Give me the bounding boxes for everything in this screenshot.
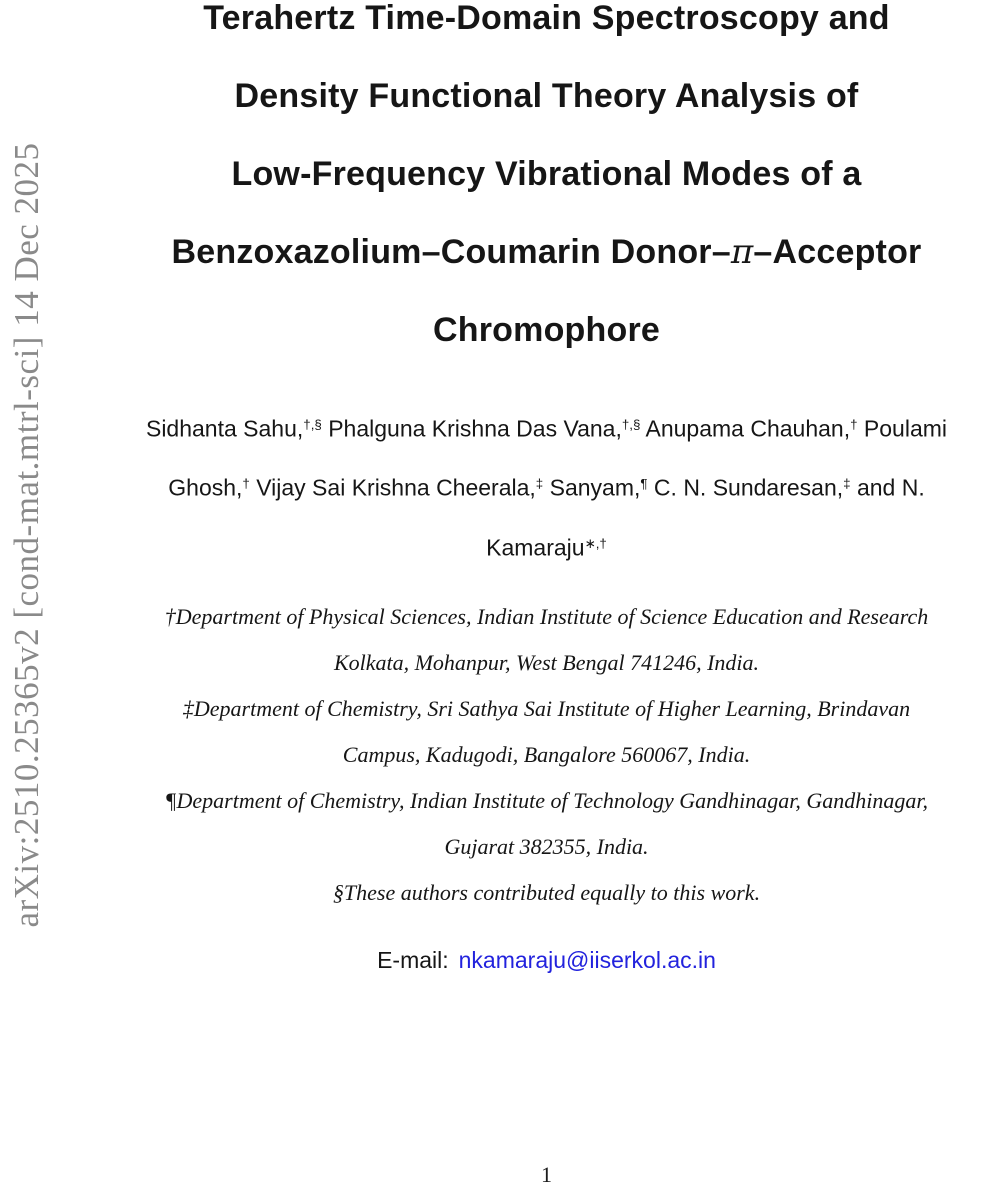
text-segment: Anupama Chauhan, <box>640 415 851 442</box>
affiliations <box>104 594 989 916</box>
text-segment: Vijay Sai Krishna Cheerala, <box>249 474 536 501</box>
author-superscript: ∗,† <box>584 535 607 551</box>
author-superscript: ¶ <box>640 476 648 492</box>
text-segment: Kolkata, Mohanpur, West Bengal 741246, India. <box>333 649 760 675</box>
title-line <box>104 57 989 135</box>
text-segment: –Acceptor <box>753 233 922 271</box>
affiliation-line <box>104 778 989 824</box>
author-superscript: † <box>850 417 858 432</box>
author-superscript: † <box>242 476 250 492</box>
affiliation-line <box>104 870 989 916</box>
text-segment: Low-Frequency Vibrational Modes of a <box>231 155 862 193</box>
author-superscript: ‡ <box>535 476 544 492</box>
author-line <box>104 516 989 575</box>
affiliation-line <box>104 594 989 640</box>
author-line <box>104 456 989 515</box>
text-segment: Phalguna Krishna Das Vana, <box>321 415 622 442</box>
title-line <box>104 213 989 291</box>
author-superscript: ‡ <box>843 476 851 492</box>
affiliation-line <box>104 732 989 778</box>
text-segment: Gujarat 382355, India. <box>444 833 649 859</box>
title-line <box>104 291 989 369</box>
title-line <box>104 0 989 57</box>
email-link[interactable]: nkamaraju@iiserkol.ac.in <box>458 946 716 973</box>
text-segment: and N. <box>850 474 925 501</box>
text-segment: Benzoxazolium–Coumarin Donor– <box>171 233 731 271</box>
content-column <box>104 0 989 976</box>
text-segment: Poulami <box>857 415 948 442</box>
title-line <box>104 135 989 213</box>
email-label: E-mail: <box>377 946 449 973</box>
text-segment: ¶Department of Chemistry, Indian Institute of Technology Gandhinagar, Gandhinagar, <box>165 787 928 813</box>
text-segment: Density Functional Theory Analysis of <box>234 77 859 115</box>
text-segment: †Department of Physical Sciences, Indian Institute of Science Education and Research <box>164 603 929 629</box>
affiliation-line <box>104 686 989 732</box>
text-segment: Campus, Kadugodi, Bangalore 560067, India. <box>342 741 751 767</box>
affiliation-line <box>104 640 989 686</box>
paper-title <box>104 0 989 369</box>
email-row <box>104 944 989 976</box>
author-line <box>104 397 989 456</box>
math-symbol: π <box>730 232 754 272</box>
text-segment: Sanyam, <box>543 474 641 501</box>
text-segment: Ghosh, <box>168 474 243 501</box>
text-segment: Terahertz Time-Domain Spectroscopy and <box>203 0 890 37</box>
author-superscript: †,§ <box>303 417 322 432</box>
text-segment: Sidhanta Sahu, <box>145 415 304 442</box>
text-segment: C. N. Sundaresan, <box>647 474 844 501</box>
author-list <box>104 397 989 575</box>
author-superscript: †,§ <box>621 417 641 432</box>
text-segment: §These authors contributed equally to this work. <box>332 879 761 905</box>
text-segment: Chromophore <box>433 311 660 349</box>
text-segment: Kamaraju <box>486 533 585 560</box>
page-number: 1 <box>541 1162 552 1187</box>
text-segment: ‡Department of Chemistry, Sri Sathya Sai Institute of Higher Learning, Brindavan <box>182 695 911 721</box>
affiliation-line <box>104 824 989 870</box>
arxiv-watermark: arXiv:2510.25365v2 [cond-mat.mtrl-sci] 14 Dec 2025 <box>7 142 46 928</box>
